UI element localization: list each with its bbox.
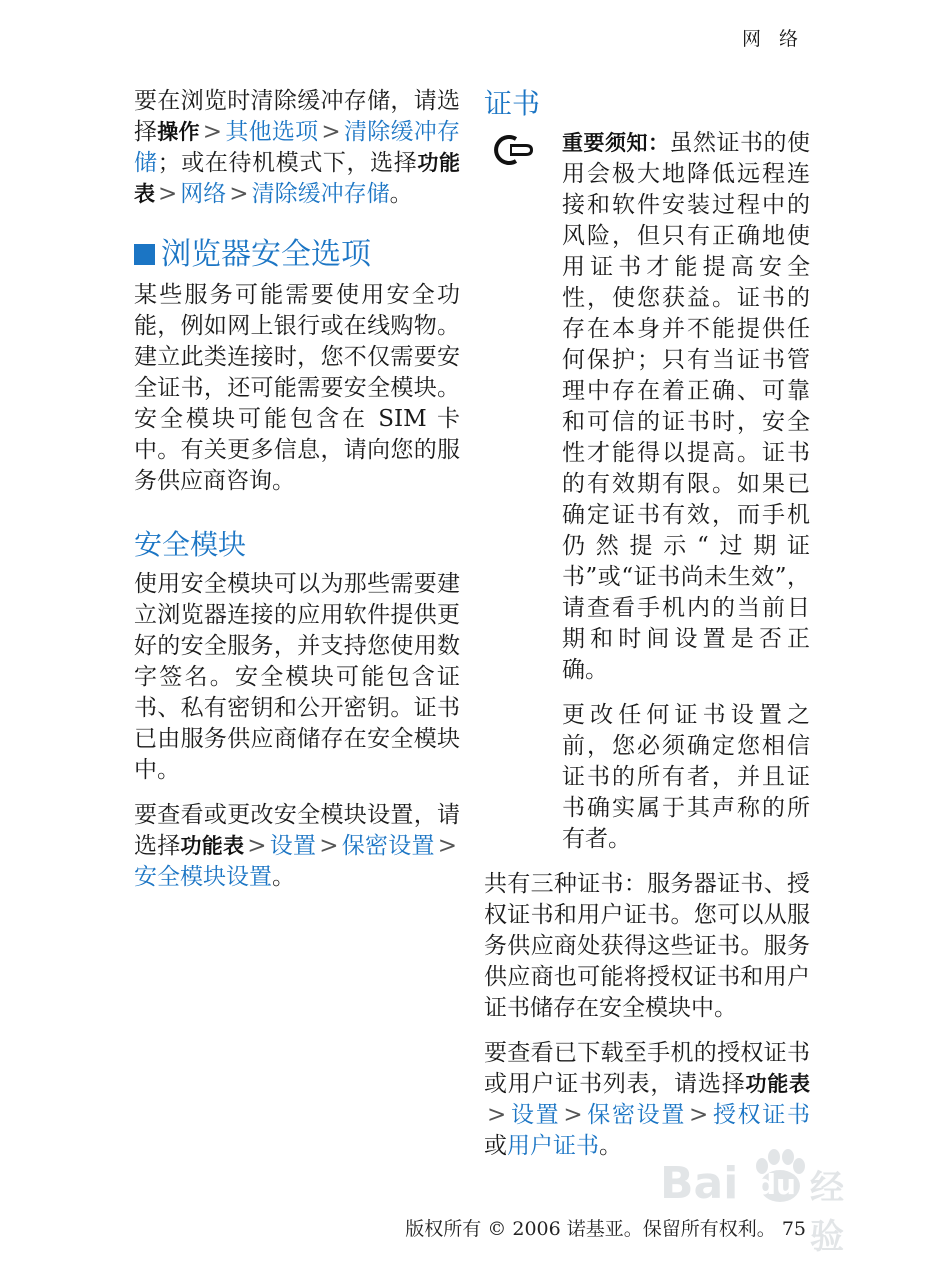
menu-term-menu: 功能表 (134, 151, 461, 206)
path-separator: > (437, 833, 458, 859)
page-number: 75 (781, 1218, 806, 1240)
section-title-text: 浏览器安全选项 (161, 237, 371, 272)
link-user-certificates[interactable]: 用户证书 (507, 1133, 599, 1159)
path-separator: > (319, 833, 339, 859)
link-security-settings[interactable]: 保密设置 (341, 833, 435, 859)
page-footer (405, 1214, 806, 1241)
subsection-title-certificates: 证书 (484, 87, 541, 120)
notice-text: 虽然证书的使用会极大地降低远程连接和软件安装过程中的风险，但只有正确地使用证书才能提高安全性，使您获益。证书的存在本身并不能提供任何保护；只有当证书管理中存在着正确、可靠和可信的证书时，安全性才能得以提高。证书的有效期有限。如果已确定证书有效，而手机仍然提示“过期证书”或“证书尚未生效”，请查看手机内的当前日期和时间设置是否正确。 (562, 130, 810, 683)
link-security-settings[interactable]: 保密设置 (585, 1102, 687, 1128)
path-separator: > (202, 119, 223, 145)
notice-label: 重要须知： (562, 131, 670, 155)
running-header: 网 络 (741, 28, 804, 50)
link-authority-certificates[interactable]: 授权证书 (711, 1102, 811, 1128)
link-network[interactable]: 网络 (180, 181, 227, 207)
path-separator: > (158, 181, 178, 207)
clear-cache-paragraph (134, 86, 460, 210)
notice-paragraph-2: 更改任何证书设置之前，您必须确定您相信证书的所有者，并且证书确实属于其声称的所有者。 (562, 702, 810, 852)
browser-security-paragraph: 某些服务可能需要使用安全功能，例如网上银行或在线购物。建立此类连接时，您不仅需要安全证书，还可能需要安全模块。安全模块可能包含在 SIM 卡中。有关更多信息，请向您的服务供应商咨询。 (134, 282, 460, 494)
notice-hand-icon (486, 132, 536, 168)
security-module-path-paragraph (134, 800, 460, 893)
copyright-text: 版权所有 © 2006 诺基亚。保留所有权利。 (405, 1218, 776, 1240)
link-settings[interactable]: 设置 (509, 1102, 561, 1128)
right-column (484, 86, 810, 1176)
link-clear-cache-2[interactable]: 清除缓冲存储 (251, 181, 390, 207)
security-module-paragraph: 使用安全模块可以为那些需要建立浏览器连接的应用软件提供更好的安全服务，并支持您使用数字签名。安全模块可能包含证书、私有密钥和公开密钥。证书已由服务供应商储存在安全模块中。 (134, 571, 460, 783)
path-separator: > (487, 1102, 507, 1128)
menu-term-menu: 功能表 (745, 1072, 811, 1096)
link-security-module-settings[interactable]: 安全模块设置 (134, 864, 272, 890)
important-notice (484, 128, 810, 855)
menu-term-operations: 操作 (157, 120, 200, 144)
section-square-icon (134, 244, 155, 265)
left-column (134, 86, 460, 907)
subsection-title-security-module: 安全模块 (134, 528, 247, 561)
path-separator: > (563, 1102, 583, 1128)
cert-types-paragraph: 共有三种证书：服务器证书、授权证书和用户证书。您可以从服务供应商处获得这些证书。服务供应商也可能将授权证书和用户证书储存在安全模块中。 (484, 871, 810, 1021)
watermark-jingyan-text: 经验 (810, 1168, 844, 1257)
link-clear-cache[interactable]: 清除缓冲存储 (134, 119, 461, 176)
path-separator: > (247, 833, 267, 859)
text-run: 。 (389, 181, 413, 207)
watermark-du-text: du (756, 1168, 796, 1201)
watermark-bai-text: Bai (660, 1158, 739, 1209)
path-separator: > (229, 181, 249, 207)
text-run: 。 (272, 864, 295, 890)
text-run: 要查看已下载至手机的授权证书或用户证书列表，请选择 (484, 1040, 810, 1097)
menu-term-menu: 功能表 (180, 834, 245, 858)
text-run: ；或在待机模式下，选择 (157, 150, 418, 176)
path-separator: > (321, 119, 341, 145)
link-settings[interactable]: 设置 (269, 833, 317, 859)
text-run: 要在浏览时清除缓冲存储，请选择 (134, 88, 460, 145)
notice-paragraph (562, 128, 810, 686)
link-other-options[interactable]: 其他选项 (225, 119, 319, 145)
section-title-browser-security (134, 236, 460, 274)
text-run: 要查看或更改安全模块设置，请选择 (134, 802, 460, 859)
text-run: 或 (484, 1133, 507, 1159)
path-separator: > (689, 1102, 709, 1128)
text-run: 。 (599, 1133, 622, 1159)
